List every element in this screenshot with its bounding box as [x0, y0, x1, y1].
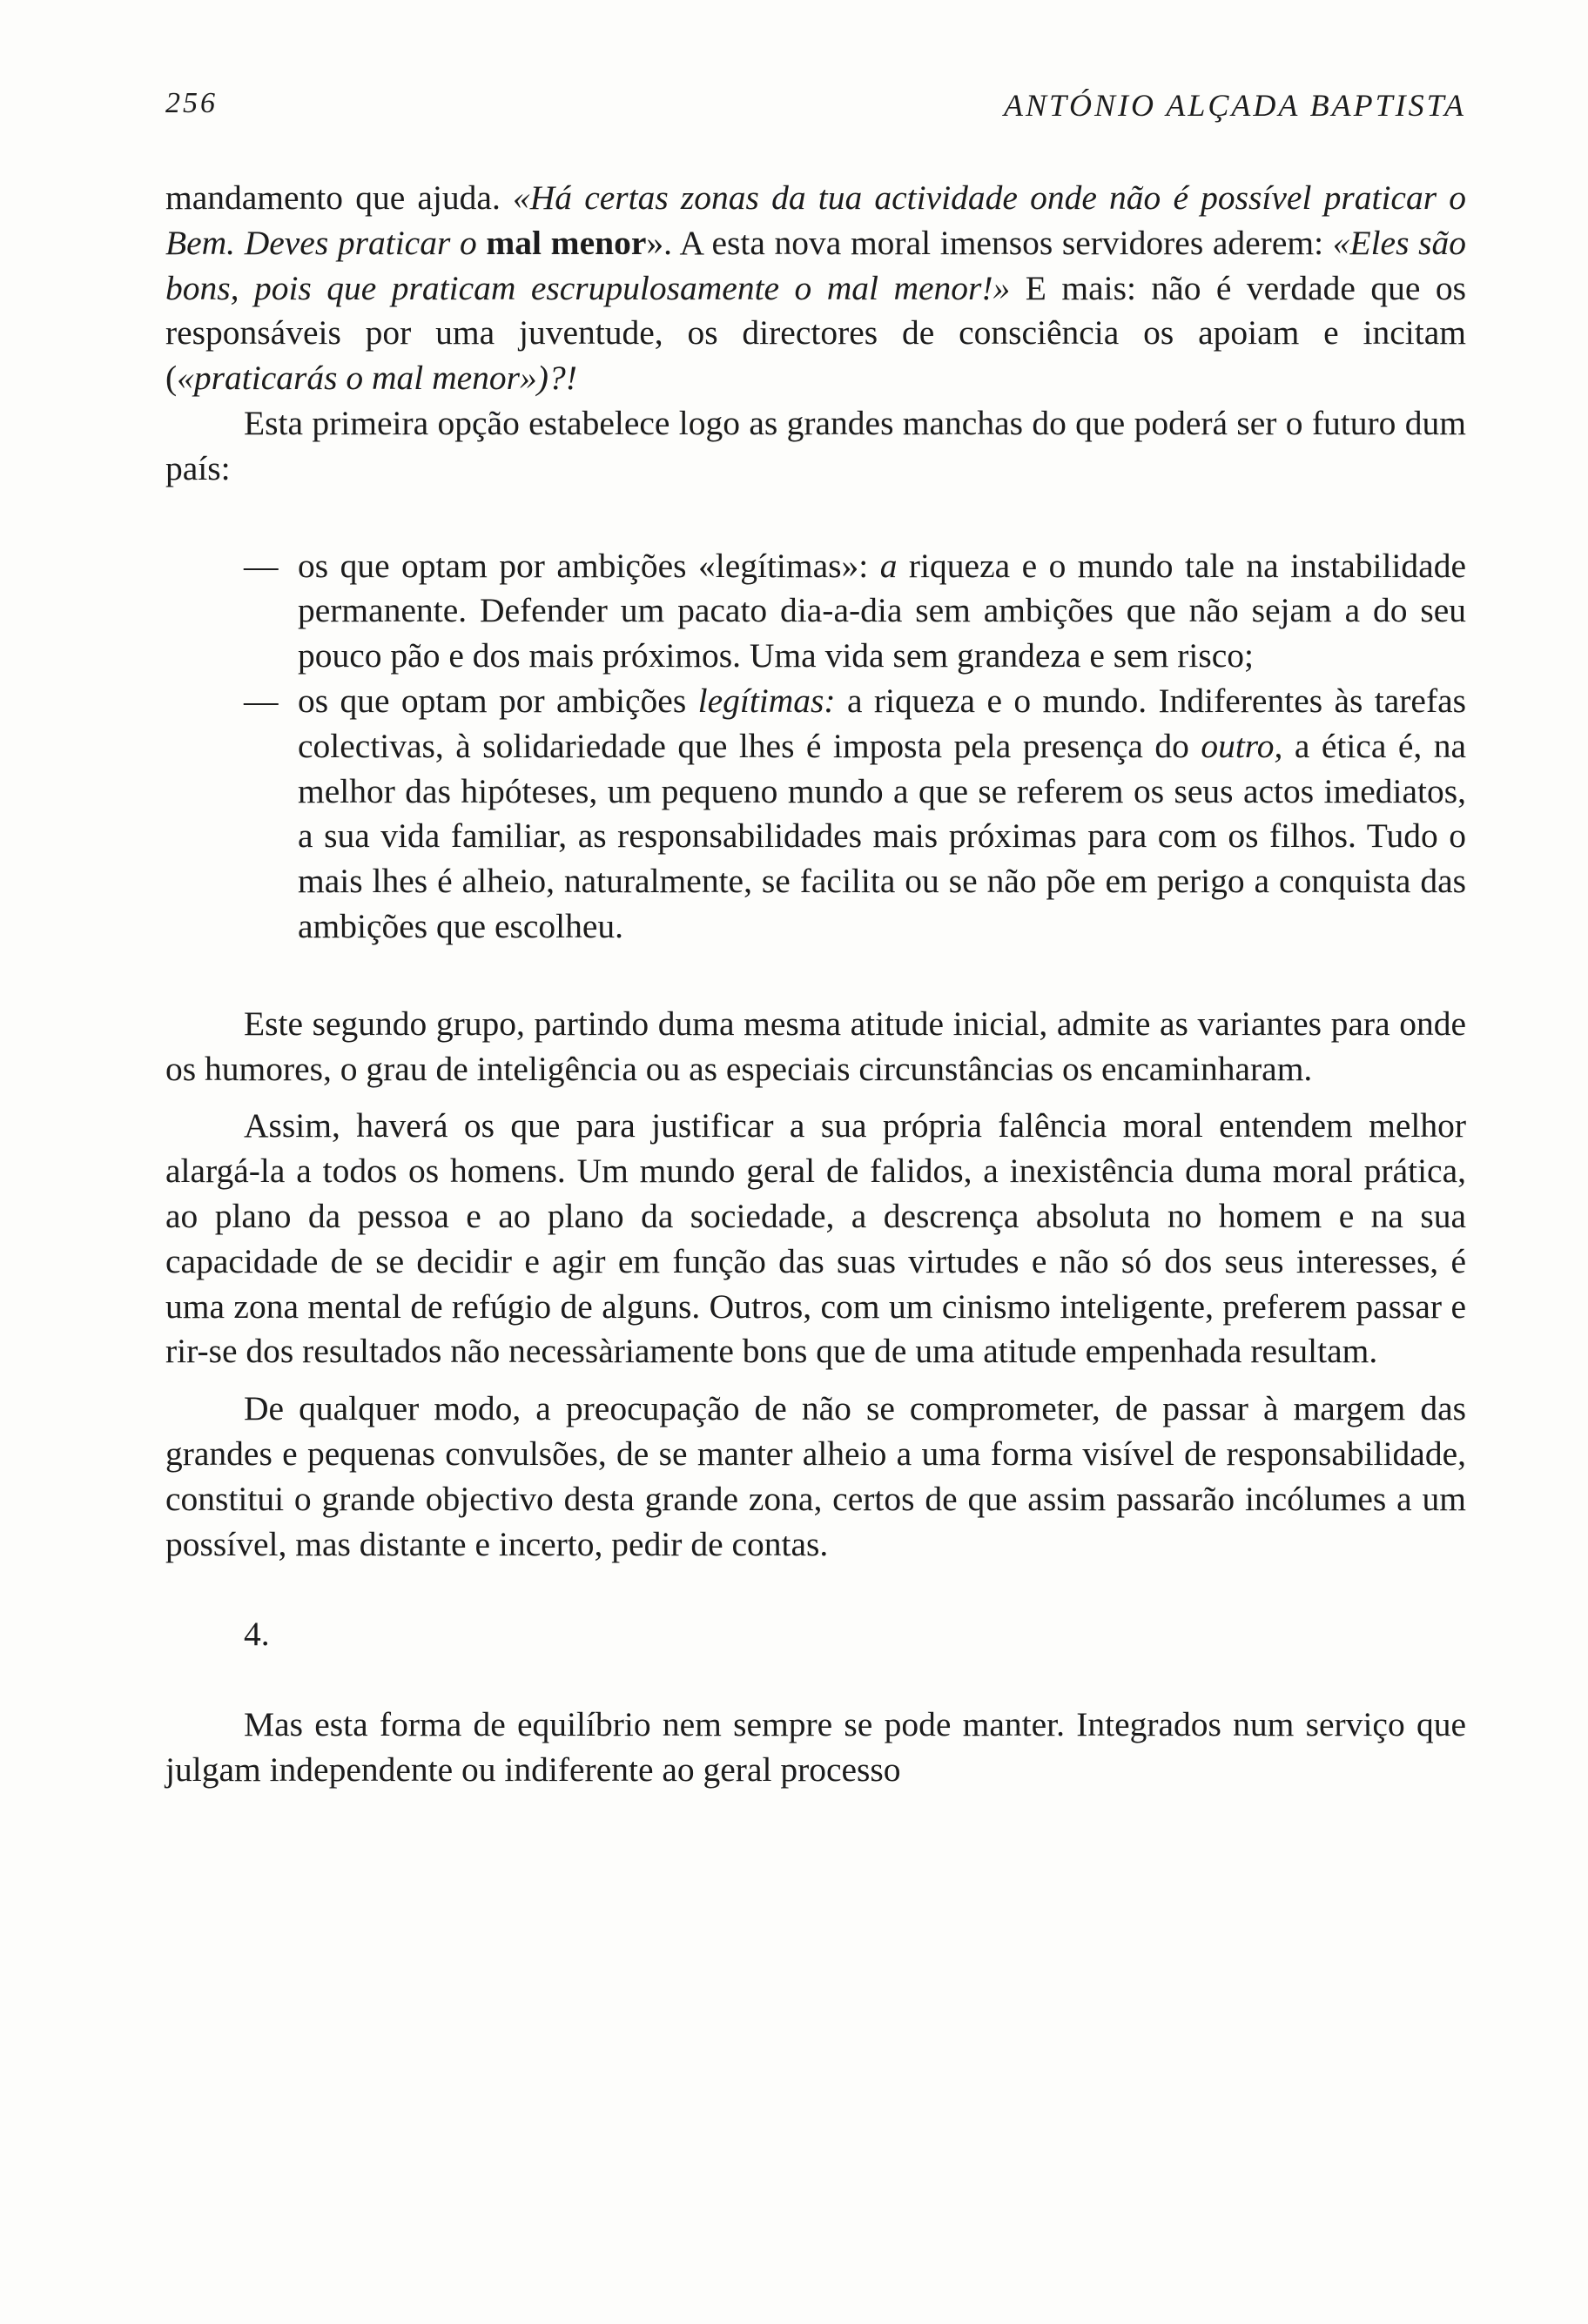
p1-bold-1: mal menor: [486, 223, 647, 262]
section-number: 4.: [244, 1615, 270, 1654]
paragraph-2: Esta primeira opção estabelece logo as grandes manchas do que poderá ser o futuro dum país:: [165, 403, 1466, 487]
paragraph-5: De qualquer modo, a preocupação de não se comprometer, de passar à margem das grandes e pequenas convulsões, de se manter alheio a uma forma visível de responsabilidade, constitui o grande objectivo desta grande zona, certos de que assim passarão incólumes a um possível, mas distante e incerto, pedir de contas.: [165, 1389, 1466, 1563]
page-body: [165, 176, 1466, 1793]
item1-italic-1: a: [879, 546, 898, 585]
page-number: 256: [165, 87, 218, 119]
item2-text-3: a ética é, na melhor das hipóteses, um pequeno mundo a que se referem os seus actos imediatos, a sua vida familiar, as responsabilidades mais próximas para com os filhos. Tudo o mais lhes é alheio, naturalmente, se facilita ou se não põe em perigo a conquista das ambições que escolheu.: [298, 726, 1466, 945]
p1-italic-2: «Eles são bons, pois que praticam escrupulosamente o mal menor!»: [165, 223, 1466, 307]
item2-italic-2: outro,: [1201, 726, 1283, 765]
item2-italic-1: legítimas:: [697, 681, 836, 720]
list-item: [165, 544, 1466, 679]
paragraph-3: Este segundo grupo, partindo duma mesma atitude inicial, admite as variantes para onde os humores, o grau de inteligência ou as especiais circunstâncias os encaminharam.: [165, 1004, 1466, 1088]
running-head: ANTÓNIO ALÇADA BAPTISTA: [1003, 88, 1466, 123]
p1-text-2: ». A esta nova moral imensos servidores aderem:: [646, 223, 1333, 262]
paragraph-1: [165, 176, 1466, 401]
dash-marker: —: [244, 681, 279, 720]
dash-marker: —: [244, 546, 279, 585]
p1-italic-1: «Há certas zonas da tua actividade onde não é possível praticar o Bem. Deves praticar o: [165, 178, 1467, 262]
page-header: [165, 87, 1466, 131]
p1-text-3: E mais: não é verdade que os responsáveis por uma juventude, os directores de consciência os apoiam e incitam (: [165, 268, 1466, 398]
p1-text-1: mandamento que ajuda.: [165, 178, 513, 217]
item1-text-2: riqueza e o mundo tale na instabilidade permanente. Defender um pacato dia-a-dia sem ambições que não sejam a do seu pouco pão e dos mais próximos. Uma vida sem grandeza e sem risco;: [298, 546, 1466, 675]
paragraph-6: Mas esta forma de equilíbrio nem sempre se pode manter. Integrados num serviço que julgam independente ou indiferente ao geral processo: [165, 1705, 1466, 1789]
paragraph-4: Assim, haverá os que para justificar a sua própria falência moral entendem melhor alargá-la a todos os homens. Um mundo geral de falidos, a inexistência duma moral prática, ao plano da pessoa e ao plano da sociedade, a descrença absoluta no homem e na sua capacidade de se decidir e agir em função das suas virtudes e não só dos seus interesses, é uma zona mental de refúgio de alguns. Outros, com um cinismo inteligente, preferem passar e rir-se dos resultados não necessàriamente bons que de uma atitude empenhada resultam.: [165, 1106, 1466, 1371]
dash-list: [165, 544, 1466, 950]
item2-text-1: os que optam por ambições: [298, 681, 698, 720]
item2-text-2: a riqueza e o mundo. Indiferentes às tarefas colectivas, à solidariedade que lhes é imposta pela presença do: [298, 681, 1466, 765]
p1-italic-3: «praticarás o mal menor»)?!: [177, 359, 577, 398]
item1-text-1: os que optam por ambições «legítimas»:: [298, 546, 880, 585]
list-item: [165, 679, 1466, 950]
